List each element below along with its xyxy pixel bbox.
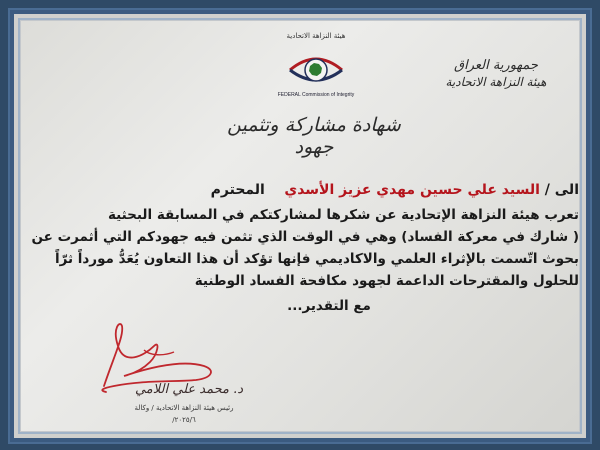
signature-date: ٢٠٢٥/٦/ <box>172 416 196 424</box>
issuer-header <box>436 58 556 89</box>
signature-block <box>84 316 264 436</box>
logo-arc-text: هيئة النزاهة الاتحادية <box>286 32 346 40</box>
eye-emblem-icon <box>286 46 346 90</box>
closing-text: مع التقدير... <box>287 298 371 314</box>
signatory-role: رئيس هيئة النزاهة الاتحادية / وكالة <box>134 404 234 412</box>
certificate-title: شهادة مشاركة وتثمين جهود <box>227 114 401 158</box>
commission-name: هيئة النزاهة الاتحادية <box>445 75 547 89</box>
body-line: للحلول والمقترحات الداعمة لجهود مكافحة الفساد الوطنية <box>194 273 579 289</box>
certificate-body <box>31 182 579 314</box>
body-line: بحوث اتّسمت بالإثراء العلمي والاكاديمي فإنها تؤكد أن هذا التعاون يُعَدُّ مورداً ثرّاً <box>54 251 579 267</box>
certificate <box>14 14 586 438</box>
salutation-suffix: المحترم <box>210 182 265 198</box>
body-line: تعرب هيئة النزاهة الإتحادية عن شكرها لمشاركتكم في المسابقة البحثية <box>107 207 579 223</box>
country-name: جمهورية العراق <box>454 58 538 73</box>
body-line: ( شارك في معركة الفساد) وهي في الوقت الذي تثمن فيه جهودكم التي أثمرت عن <box>31 229 579 245</box>
recipient-name: السيد علي حسين مهدي عزيز الأسدي <box>284 182 540 198</box>
logo-caption: FEDERAL Commission of Integrity <box>277 92 355 98</box>
commission-logo <box>276 32 356 110</box>
salutation <box>59 182 579 198</box>
signatory-name: د. محمد علي اللامي <box>134 382 244 397</box>
handwritten-signature-icon <box>84 316 254 416</box>
salutation-prefix: الى / <box>544 182 579 198</box>
